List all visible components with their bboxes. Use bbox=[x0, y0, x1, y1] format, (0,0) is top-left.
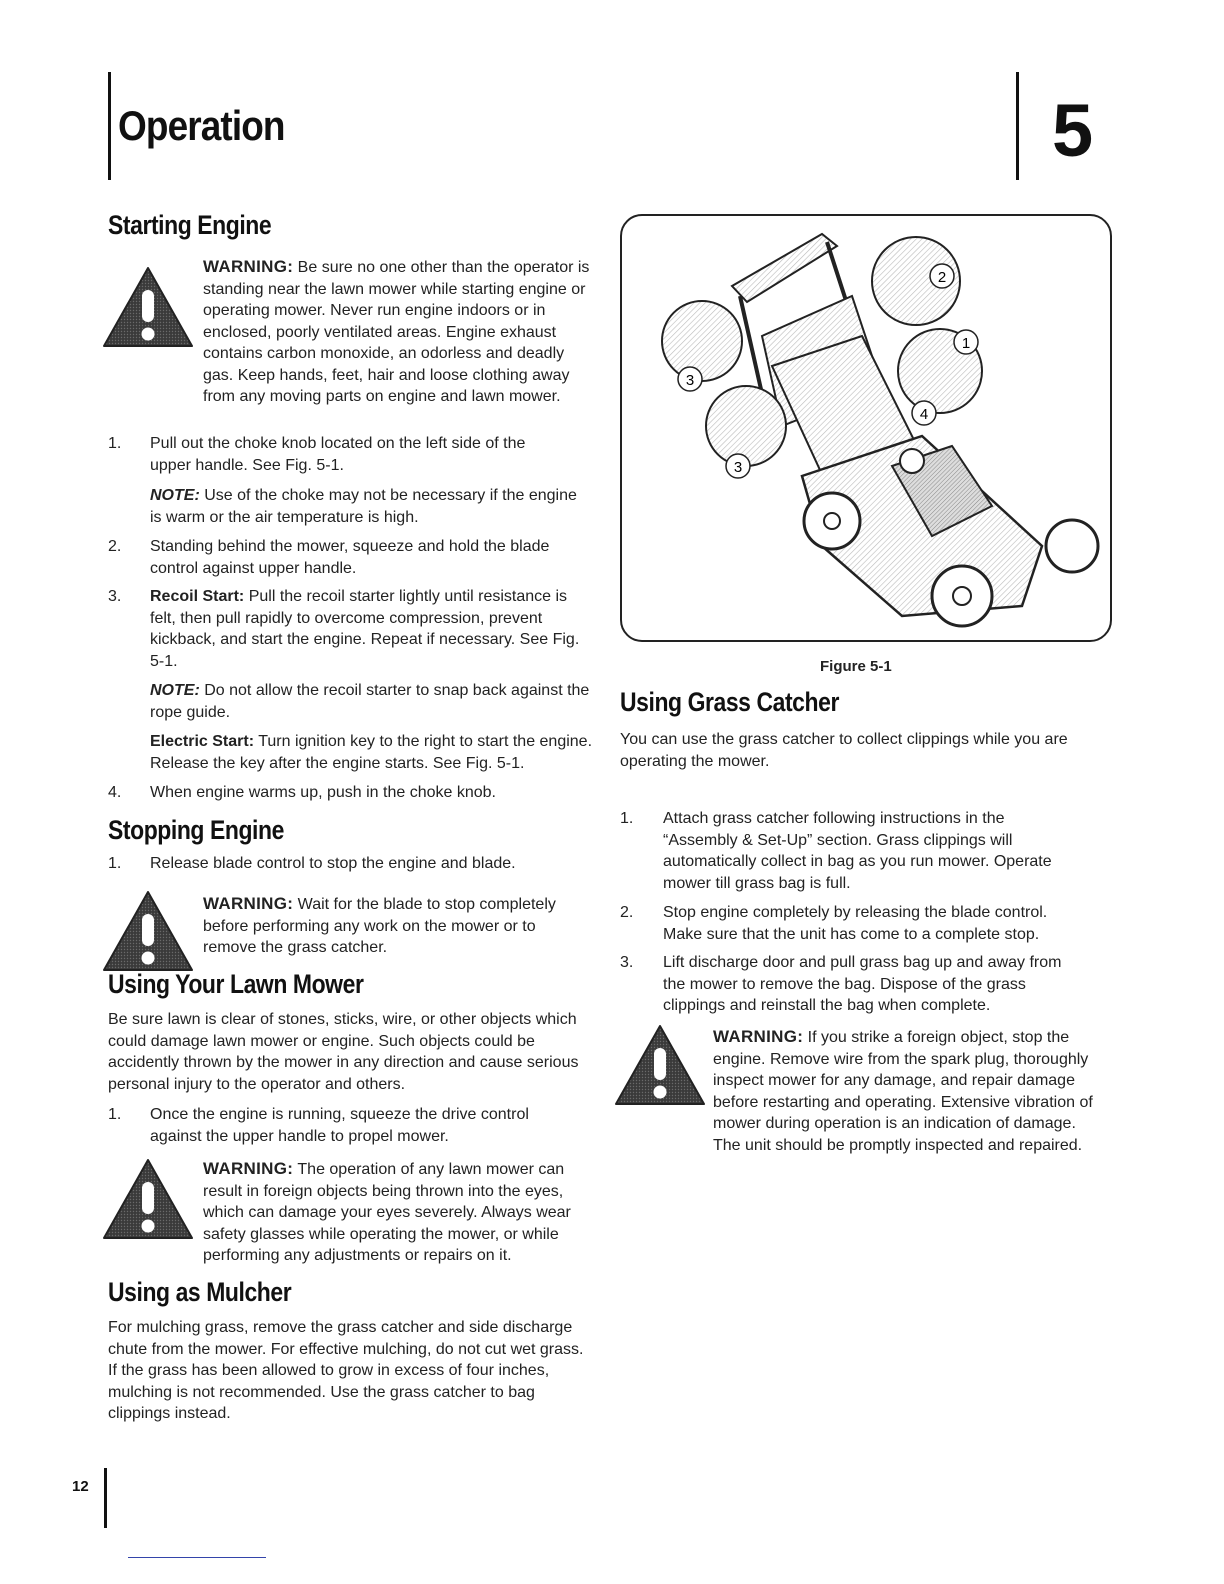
mulcher-text: For mulching grass, remove the grass catcher and side discharge chute from the mower. For effective mulching, do not cut wet grass. If the grass has been allowed to grow in excess of four inches, mulching is not recommended. Use the grass catcher to bag clippings instead. bbox=[108, 1319, 584, 1422]
warning-icon bbox=[614, 1022, 706, 1106]
step-electric-start: Electric Start: Turn ignition key to the right to start the engine. Release the key after the engine starts. See Fig. 5-1. bbox=[150, 733, 593, 772]
step-number: 1. bbox=[108, 435, 122, 452]
heading-using-as-mulcher: Using as Mulcher bbox=[108, 1277, 292, 1307]
step-recoil-start: Recoil Start: Pull the recoil starter lightly until resistance is felt, then pull rapidly to overcome compression, prevent kickback, and start the engine. Repeat if necessary. See Fig. 5-1. bbox=[150, 588, 580, 670]
footer-link-line bbox=[128, 1557, 266, 1558]
step-text: Attach grass catcher following instructions in the “Assembly & Set-Up” section. Grass clippings will automatically collect in bag as you run mower. Operate mower till grass bag is full. bbox=[663, 810, 1052, 892]
lawn-mower-intro: Be sure lawn is clear of stones, sticks, wire, or other objects which could damage lawn mower or engine. Such objects could be accidently thrown by the mower in any direction and cause serious personal injury to the operator and others. bbox=[108, 1011, 579, 1093]
warning-icon bbox=[102, 888, 194, 972]
warning-icon bbox=[102, 1156, 194, 1240]
heading-using-grass-catcher: Using Grass Catcher bbox=[620, 687, 839, 717]
step-number: 4. bbox=[108, 784, 122, 801]
note-recoil: NOTE: Do not allow the recoil starter to snap back against the rope guide. bbox=[150, 682, 590, 721]
svg-text:3: 3 bbox=[685, 372, 695, 389]
detail-callout bbox=[706, 386, 786, 478]
step-number: 3. bbox=[620, 954, 634, 971]
detail-callout bbox=[898, 329, 982, 425]
heading-using-lawn-mower: Using Your Lawn Mower bbox=[108, 969, 364, 999]
detail-callout bbox=[662, 301, 742, 391]
page-number: 12 bbox=[72, 1478, 89, 1495]
step-text: Stop engine completely by releasing the blade control. Make sure that the unit has come to a complete stop. bbox=[663, 904, 1048, 943]
chapter-title: Operation bbox=[118, 102, 285, 149]
heading-starting-engine: Starting Engine bbox=[108, 210, 272, 240]
svg-text:3: 3 bbox=[733, 459, 743, 476]
svg-text:1: 1 bbox=[961, 335, 971, 352]
step-text: Lift discharge door and pull grass bag up and away from the mower to remove the bag. Dispose of the grass clippings and reinstall the bag when complete. bbox=[663, 954, 1062, 1014]
step-text: Once the engine is running, squeeze the drive control against the upper handle to propel mower. bbox=[150, 1106, 529, 1145]
warning-stopping-engine: WARNING: Wait for the blade to stop completely before performing any work on the mower or to remove the grass catcher. bbox=[203, 894, 556, 956]
step-number: 3. bbox=[108, 588, 122, 605]
figure-caption: Figure 5-1 bbox=[820, 658, 892, 675]
figure-5-1 bbox=[620, 214, 1112, 642]
footer-rule bbox=[104, 1468, 107, 1528]
step-text: When engine warms up, push in the choke knob. bbox=[150, 784, 496, 801]
step-number: 1. bbox=[108, 855, 122, 872]
grass-catcher-intro: You can use the grass catcher to collect clippings while you are operating the mower. bbox=[620, 731, 1068, 770]
warning-starting-engine: WARNING: Be sure no one other than the operator is standing near the lawn mower while starting engine or operating mower. Never run engine indoors or in enclosed, poorly ventilated areas. Engine exhaust contains carbon monoxide, an odorless and deadly gas. Keep hands, feet, hair and loose clothing away from any moving parts on engine and lawn mower. bbox=[203, 257, 590, 405]
step-text: Release blade control to stop the engine and blade. bbox=[150, 855, 516, 872]
step-number: 2. bbox=[108, 538, 122, 555]
lawn-mower-illustration bbox=[622, 216, 1110, 640]
step-number: 1. bbox=[108, 1106, 122, 1123]
header-right-rule bbox=[1016, 72, 1019, 180]
note-choke: NOTE: Use of the choke may not be necessary if the engine is warm or the air temperature is high. bbox=[150, 487, 577, 526]
svg-text:4: 4 bbox=[919, 406, 929, 423]
chapter-number: 5 bbox=[1052, 89, 1094, 172]
step-text: Standing behind the mower, squeeze and hold the blade control against upper handle. bbox=[150, 538, 550, 577]
heading-stopping-engine: Stopping Engine bbox=[108, 815, 284, 845]
warning-grass-catcher: WARNING: If you strike a foreign object, stop the engine. Remove wire from the spark plug, thoroughly inspect mower for any damage, and repair damage before restarting and operating. Extensive vibration of mower during operation is an indication of damage. The unit should be promptly inspected and repaired. bbox=[713, 1027, 1093, 1154]
detail-callout bbox=[872, 237, 960, 325]
header-left-rule bbox=[108, 72, 111, 180]
svg-text:2: 2 bbox=[937, 269, 947, 286]
warning-icon bbox=[102, 264, 194, 348]
step-text: Pull out the choke knob located on the left side of the upper handle. See Fig. 5-1. bbox=[150, 435, 526, 474]
step-number: 2. bbox=[620, 904, 634, 921]
step-number: 1. bbox=[620, 810, 634, 827]
warning-lawn-mower: WARNING: The operation of any lawn mower can result in foreign objects being thrown into the eyes, which can damage your eyes severely. Always wear safety glasses while operating the mower, or while performing any adjustments or repairs on it. bbox=[203, 1159, 571, 1264]
